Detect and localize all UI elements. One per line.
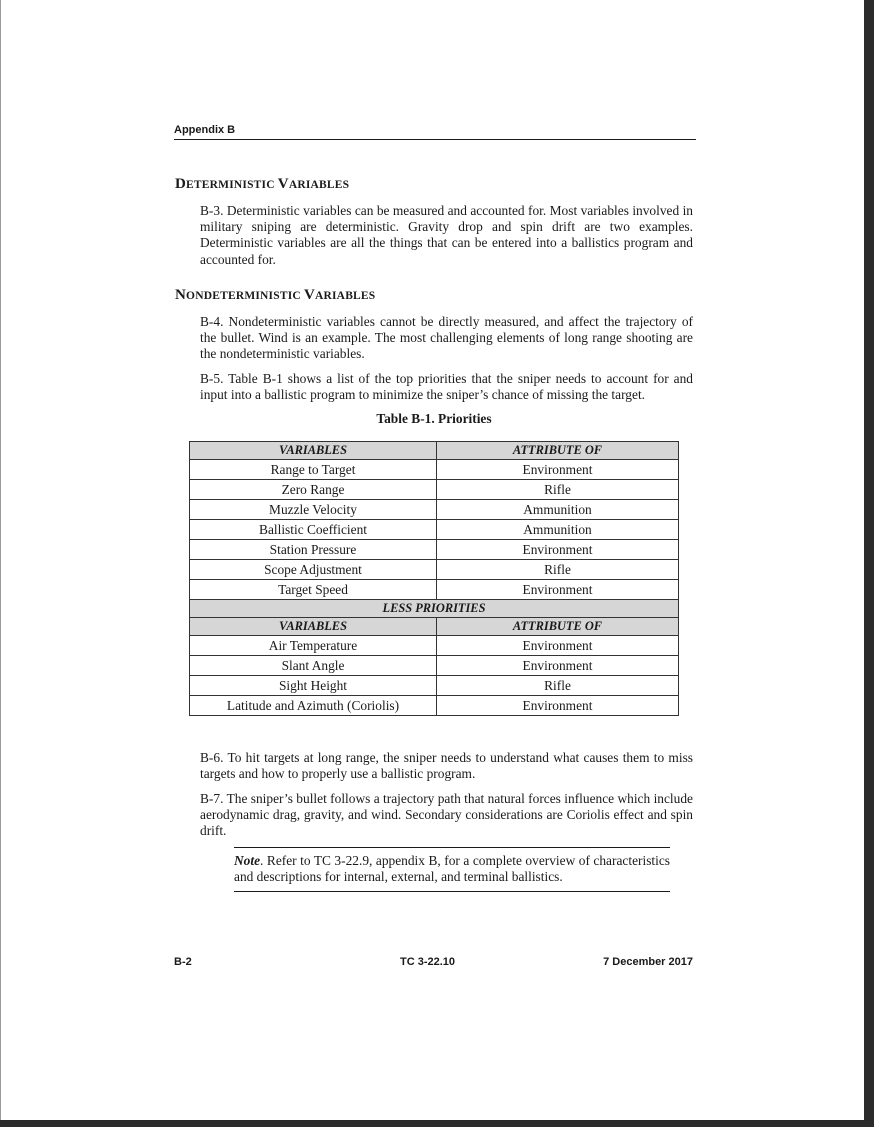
column-header-variables: VARIABLES xyxy=(190,618,437,636)
variable-cell: Ballistic Coefficient xyxy=(190,520,437,540)
attribute-cell: Environment xyxy=(437,460,679,480)
footer-date: 7 December 2017 xyxy=(603,956,693,968)
attribute-cell: Ammunition xyxy=(437,520,679,540)
variable-cell: Station Pressure xyxy=(190,540,437,560)
table-row xyxy=(190,480,679,500)
table-title: Table B-1. Priorities xyxy=(376,411,492,426)
heading-smallcaps: ETERMINISTIC xyxy=(186,179,278,191)
heading-nondeterministic-variables xyxy=(175,287,375,304)
table-row xyxy=(190,656,679,676)
page-frame-right xyxy=(864,0,874,1127)
heading-smallcaps: ONDETERMINISTIC xyxy=(186,290,304,302)
footer-document-id: TC 3-22.10 xyxy=(400,956,456,968)
paragraph-b3: B-3. Deterministic variables can be measured and accounted for. Most variables involved in military sniping are deterministic. Gravity drop and spin drift are two examples. Deterministic variables are all the things that can be entered into a ballistics program and accounted for. xyxy=(200,203,693,267)
paragraph-b6: B-6. To hit targets at long range, the sniper needs to understand what causes them to miss targets and how to properly use a ballistic program. xyxy=(200,750,693,782)
attribute-cell: Environment xyxy=(437,540,679,560)
table-row xyxy=(190,540,679,560)
heading-cap: V xyxy=(303,287,315,303)
variable-cell: Sight Height xyxy=(190,676,437,696)
attribute-cell: Environment xyxy=(437,696,679,716)
page-frame-bottom xyxy=(0,1120,874,1127)
column-header-attribute: ATTRIBUTE OF xyxy=(437,618,679,636)
heading-cap: V xyxy=(277,176,289,192)
table-row xyxy=(190,520,679,540)
variable-cell: Zero Range xyxy=(190,480,437,500)
variable-cell: Air Temperature xyxy=(190,636,437,656)
variable-cell: Muzzle Velocity xyxy=(190,500,437,520)
table-row xyxy=(190,676,679,696)
heading-cap: N xyxy=(175,287,187,303)
variable-cell: Slant Angle xyxy=(190,656,437,676)
page-edge-left xyxy=(0,0,1,1127)
variable-cell: Latitude and Azimuth (Coriolis) xyxy=(190,696,437,716)
attribute-cell: Environment xyxy=(437,636,679,656)
less-priorities-label: LESS PRIORITIES xyxy=(190,600,679,618)
heading-smallcaps: ARIABLES xyxy=(288,179,350,191)
table-row xyxy=(190,500,679,520)
heading-cap: D xyxy=(175,176,187,192)
attribute-cell: Rifle xyxy=(437,676,679,696)
table-row xyxy=(190,460,679,480)
variable-cell: Target Speed xyxy=(190,580,437,600)
note-box xyxy=(234,847,670,892)
table-row xyxy=(190,580,679,600)
table-row xyxy=(190,560,679,580)
table-row xyxy=(190,636,679,656)
paragraph-b5: B-5. Table B-1 shows a list of the top priorities that the sniper needs to account for and input into a ballistic program to minimize the sniper’s chance of missing the target. xyxy=(200,371,693,403)
variable-cell: Scope Adjustment xyxy=(190,560,437,580)
attribute-cell: Environment xyxy=(437,656,679,676)
variable-cell: Range to Target xyxy=(190,460,437,480)
running-head: Appendix B xyxy=(174,124,696,140)
attribute-cell: Rifle xyxy=(437,480,679,500)
heading-smallcaps: ARIABLES xyxy=(315,290,376,302)
attribute-cell: Environment xyxy=(437,580,679,600)
table-header-row xyxy=(190,442,679,460)
priorities-table xyxy=(189,441,679,716)
table-header-row xyxy=(190,618,679,636)
table-row xyxy=(190,696,679,716)
heading-deterministic-variables xyxy=(175,176,349,193)
column-header-attribute: ATTRIBUTE OF xyxy=(437,442,679,460)
paragraph-b4: B-4. Nondeterministic variables cannot be directly measured, and affect the trajectory of the bullet. Wind is an example. The most challenging elements of long range shooting are the nondeterministic variables. xyxy=(200,314,693,362)
note-label: Note xyxy=(234,853,261,868)
less-priorities-row xyxy=(190,600,679,618)
column-header-variables: VARIABLES xyxy=(190,442,437,460)
attribute-cell: Rifle xyxy=(437,560,679,580)
footer-page-number: B-2 xyxy=(174,956,192,968)
paragraph-b7: B-7. The sniper’s bullet follows a trajectory path that natural forces influence which include aerodynamic drag, gravity, and wind. Secondary considerations are Coriolis effect and spin drift. xyxy=(200,791,693,839)
attribute-cell: Ammunition xyxy=(437,500,679,520)
note-text: . Refer to TC 3-22.9, appendix B, for a complete overview of characteristics and descriptions for internal, external, and terminal ballistics. xyxy=(234,853,670,885)
